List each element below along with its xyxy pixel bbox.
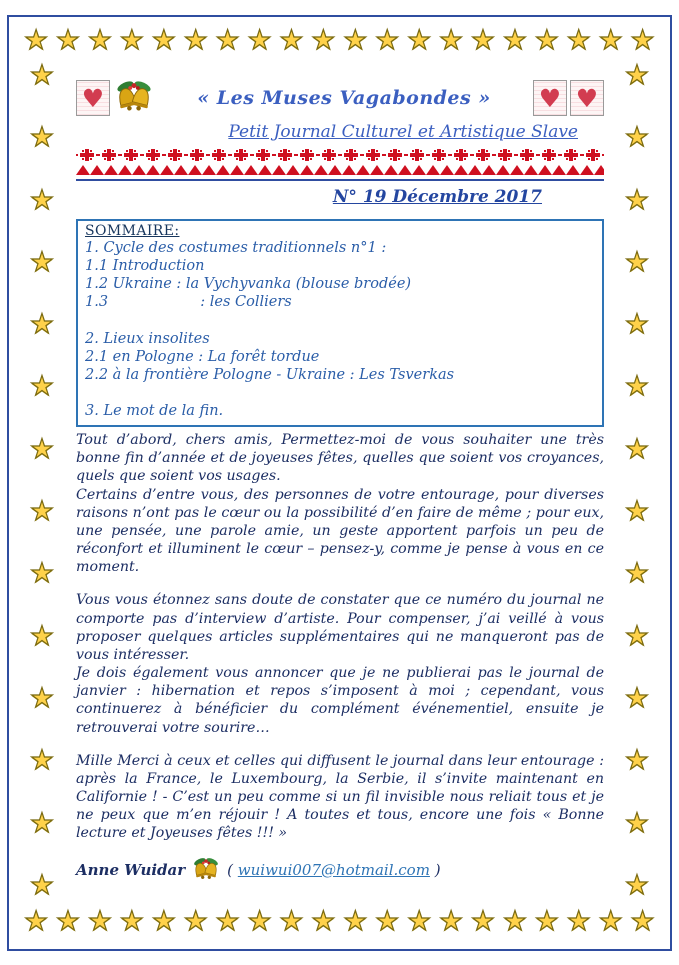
star-icon: ★ bbox=[29, 682, 55, 714]
editorial-text bbox=[76, 431, 604, 843]
paragraph: Certains d’entre vous, des personnes de votre entourage, pour diverses raisons n’ont pas le cœur ou la possibilité d’en faire de même ; pour eux, une pensée, une parole amie, un geste apportent parfois un peu de réconfort et illuminent le cœur – pensez-y, comme je pense à vous en ce moment. bbox=[76, 486, 604, 576]
star-icon: ★ bbox=[624, 122, 650, 154]
bells-icon bbox=[113, 78, 155, 118]
star-icon: ★ bbox=[624, 246, 650, 278]
star-icon: ★ bbox=[502, 25, 528, 56]
star-icon: ★ bbox=[438, 25, 464, 56]
star-icon: ★ bbox=[630, 906, 655, 937]
paragraph: Mille Merci à ceux et celles qui diffusent le journal dans leur entourage : après la France, le Luxembourg, la Serbie, il s’invite maintenant en Californie ! - C’est un peu comme si un fil invisible nous reliait tous et je ne peux que m’en réjouir ! A toutes et tous, encore une fois « Bonne lecture et Joyeuses fêtes !!! » bbox=[76, 752, 604, 842]
divider-line bbox=[76, 179, 604, 181]
star-icon: ★ bbox=[279, 906, 304, 937]
star-icon: ★ bbox=[183, 25, 208, 56]
star-border-bottom bbox=[24, 908, 655, 935]
star-icon: ★ bbox=[407, 25, 432, 56]
star-icon: ★ bbox=[375, 25, 400, 56]
star-icon: ★ bbox=[29, 620, 55, 652]
star-icon: ★ bbox=[29, 496, 55, 528]
star-icon: ★ bbox=[343, 906, 368, 937]
star-icon: ★ bbox=[29, 60, 55, 91]
cross-stitch-motif-row bbox=[76, 147, 604, 163]
paragraph: Vous vous étonnez sans doute de constater que ce numéro du journal ne comporte pas d’interview d’artiste. Pour compenser, j’ai veillé à vous proposer quelques articles supplémentaires qui ne manqueront pas de vous intéresser. bbox=[76, 592, 604, 663]
star-icon: ★ bbox=[598, 25, 623, 56]
star-icon: ★ bbox=[624, 184, 650, 216]
journal-subtitle: Petit Journal Culturel et Artistique Slave bbox=[228, 122, 578, 142]
page-content bbox=[76, 70, 604, 884]
star-icon: ★ bbox=[624, 558, 650, 590]
star-icon: ★ bbox=[311, 25, 336, 56]
star-icon: ★ bbox=[343, 25, 368, 56]
issue-number: N° 19 Décembre 2017 bbox=[332, 187, 542, 207]
star-border-right bbox=[621, 62, 653, 899]
star-icon: ★ bbox=[624, 682, 650, 714]
header-images-left bbox=[76, 78, 155, 118]
sommaire-item: 2. Lieux insolites bbox=[85, 330, 210, 347]
email-paren-open: ( bbox=[227, 860, 238, 879]
embroidered-heart-image bbox=[533, 80, 567, 116]
star-icon: ★ bbox=[502, 906, 528, 937]
embroidered-heart-image bbox=[570, 80, 604, 116]
sommaire-item: 1.1 Introduction bbox=[85, 258, 205, 275]
star-icon: ★ bbox=[24, 906, 49, 937]
star-icon: ★ bbox=[55, 906, 81, 937]
paragraph: Tout d’abord, chers amis, Permettez-moi de vous souhaiter une très bonne fin d’année et de joyeuses fêtes, quelles que soient vos croyances, quels que soient vos usages. bbox=[76, 432, 604, 485]
email-paren-close: ) bbox=[429, 860, 441, 879]
embroidery-band bbox=[76, 147, 604, 175]
star-icon: ★ bbox=[29, 433, 55, 465]
sommaire-item: 1. Cycle des costumes traditionnels n°1 : bbox=[85, 240, 387, 256]
signature-name: Anne Wuidar bbox=[76, 860, 186, 879]
email-link[interactable]: wuiwui007@hotmail.com bbox=[237, 860, 430, 879]
star-border-top bbox=[24, 27, 655, 54]
sommaire-item bbox=[85, 312, 595, 330]
signature-email-wrapper bbox=[227, 861, 440, 879]
star-icon: ★ bbox=[311, 906, 336, 937]
zigzag-stitch-row bbox=[76, 165, 604, 175]
sommaire-item: 1.2 Ukraine : la Vychyvanka (blouse brodée) bbox=[85, 276, 412, 293]
heart-icon: ♥ bbox=[538, 83, 562, 113]
star-icon: ★ bbox=[29, 745, 55, 777]
star-icon: ★ bbox=[534, 25, 559, 56]
star-icon: ★ bbox=[566, 906, 591, 937]
signature bbox=[76, 856, 604, 884]
star-icon: ★ bbox=[29, 558, 55, 590]
star-icon: ★ bbox=[87, 906, 113, 937]
star-icon: ★ bbox=[598, 906, 623, 937]
star-icon: ★ bbox=[119, 25, 144, 56]
star-icon: ★ bbox=[29, 122, 55, 154]
star-icon: ★ bbox=[119, 906, 144, 937]
star-icon: ★ bbox=[87, 25, 113, 56]
star-icon: ★ bbox=[247, 906, 272, 937]
star-icon: ★ bbox=[29, 807, 55, 839]
star-icon: ★ bbox=[470, 906, 496, 937]
star-icon: ★ bbox=[375, 906, 400, 937]
paragraph: Je dois également vous annoncer que je ne publierai pas le journal de janvier : hibernation et repos s’imposent à moi ; cependant, vous continuerez à bénéficier du complément événementiel, ensuite je retrouverai votre sourire… bbox=[76, 665, 604, 736]
star-icon: ★ bbox=[438, 906, 464, 937]
star-icon: ★ bbox=[624, 496, 650, 528]
embroidered-heart-image bbox=[76, 80, 110, 116]
star-icon: ★ bbox=[183, 906, 208, 937]
header bbox=[76, 78, 604, 118]
star-icon: ★ bbox=[470, 25, 496, 56]
star-icon: ★ bbox=[279, 25, 304, 56]
star-icon: ★ bbox=[624, 745, 650, 777]
sommaire-item: 3. Le mot de la fin. bbox=[85, 402, 224, 419]
journal-title: « Les Muses Vagabondes » bbox=[197, 87, 491, 109]
star-icon: ★ bbox=[624, 869, 650, 901]
star-icon: ★ bbox=[566, 25, 591, 56]
sommaire-box bbox=[76, 219, 604, 427]
star-icon: ★ bbox=[407, 906, 432, 937]
star-icon: ★ bbox=[624, 433, 650, 465]
star-icon: ★ bbox=[29, 246, 55, 278]
sommaire-heading: SOMMAIRE: bbox=[85, 223, 180, 239]
heart-icon: ♥ bbox=[575, 83, 599, 113]
star-icon: ★ bbox=[630, 25, 655, 56]
star-icon: ★ bbox=[247, 25, 272, 56]
sommaire-item: 2.2 à la frontière Pologne - Ukraine : Les Tsverkas bbox=[85, 366, 455, 383]
heart-icon: ♥ bbox=[81, 83, 105, 113]
bells-icon bbox=[191, 856, 221, 884]
star-icon: ★ bbox=[151, 25, 176, 56]
header-images-right bbox=[533, 80, 604, 116]
star-icon: ★ bbox=[29, 184, 55, 216]
star-border-left bbox=[26, 62, 58, 899]
star-icon: ★ bbox=[624, 371, 650, 403]
sommaire-item: 1.3 : les Colliers bbox=[85, 294, 292, 311]
star-icon: ★ bbox=[29, 309, 55, 341]
star-icon: ★ bbox=[624, 60, 650, 91]
star-icon: ★ bbox=[55, 25, 81, 56]
star-icon: ★ bbox=[151, 906, 176, 937]
sommaire-item bbox=[85, 384, 595, 402]
star-icon: ★ bbox=[29, 869, 55, 901]
sommaire-item: 2.1 en Pologne : La forêt tordue bbox=[85, 348, 320, 365]
star-icon: ★ bbox=[24, 25, 49, 56]
star-icon: ★ bbox=[624, 807, 650, 839]
star-icon: ★ bbox=[215, 25, 240, 56]
star-icon: ★ bbox=[534, 906, 559, 937]
star-icon: ★ bbox=[624, 309, 650, 341]
star-icon: ★ bbox=[215, 906, 240, 937]
star-icon: ★ bbox=[624, 620, 650, 652]
star-icon: ★ bbox=[29, 371, 55, 403]
